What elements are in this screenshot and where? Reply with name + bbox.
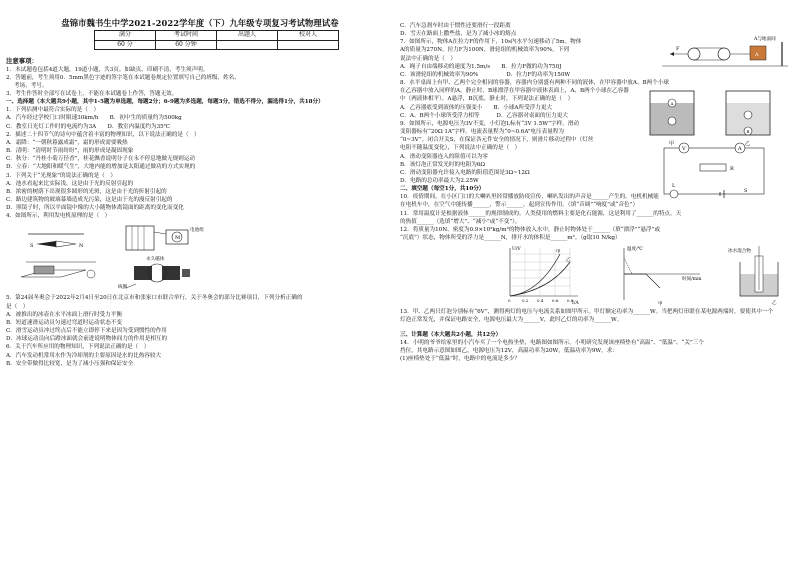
right-column	[400, 22, 788, 363]
q13-graphs-svg	[400, 244, 788, 306]
q11-line: 11．常用温度计是根据液体______的规律制成的。人类使用的燃料主要是化石能源，这是利用了______的特点。天	[400, 210, 682, 217]
q8-line: 在乙容器中放入同样的A，静止时，B球漂浮在甲容器中液体表面上，A、B两个小球在乙容器	[400, 88, 629, 95]
q13-figures	[400, 244, 788, 306]
q10-line: 在电机车中，在空气中能传播______，警示______，起到宣传作用。（填“音调”“响度”或“音色”）	[400, 202, 639, 209]
ui-graph-ylabel: U/V	[512, 247, 521, 253]
ui-graph-xlabel: I/A	[572, 301, 579, 307]
q7-block	[400, 38, 788, 79]
q3-line: 3．下列关于“光现象”的说法正确的是（ ）	[6, 172, 116, 179]
info-header-full-score: 满分	[95, 31, 156, 41]
q8-line: C．A、B两个小球所受浮力相等 D．乙容器对桌面的压力更大	[400, 112, 568, 119]
info-value-exam-time: 60 分钟	[156, 40, 217, 50]
svg-text:M: M	[175, 235, 181, 242]
note-item: 考场、考号。	[14, 82, 48, 89]
info-header-setter: 出题人	[217, 31, 278, 41]
temperature-graph	[624, 245, 702, 306]
q9-line: B．该灯泡正常发光时的电阻为6Ω	[400, 161, 486, 168]
q9-lamp-label: L	[672, 182, 676, 189]
q4-figures	[6, 222, 394, 292]
info-value-checker	[278, 40, 339, 50]
note-item: 1．本试题卷包括4道大题，19道小题，共3页。如缺页、印刷不清，考生须声明。	[6, 66, 209, 73]
q7-pulley-figure	[662, 34, 788, 74]
q9-line: A．滑动变阻器连入的阻值可以为零	[400, 153, 488, 160]
ui-graph-xtick: 0.6	[552, 298, 559, 304]
info-table	[94, 30, 339, 50]
q9-line: 变阻器标有“20Ω 1A”字样。电流表量程为“0~0.6A”电压表量程为	[400, 129, 564, 136]
section-fill-in: 二、填空题（每空1分，共10分）	[400, 186, 485, 193]
q9-line: “0~3V”。闭合开关S，在保证各元件安全的情况下，则滑片移动过程中（灯丝	[400, 137, 594, 144]
q7-line: 说法中正确的是（ ）	[400, 55, 456, 62]
q3-line: B．浓密的树荫下出现很多圆形的光斑，这是由于光的折射引起的	[6, 188, 167, 195]
q8-line: 8．水平桌面上有甲、乙两个完全相同的容器，容器内分别盛有两种不同的液体，在甲容器中放A、B两个小球	[400, 80, 670, 87]
q4-figure-a	[28, 234, 84, 249]
q7-line: A的质量为270N，拉力F为100N，滑轮组的机械效率为90%，下列	[400, 47, 569, 54]
q9-voltmeter-label: V	[682, 145, 686, 152]
ui-graph-xtick: 0	[508, 298, 511, 304]
q14-line: 14．小明的爷爷给家里的小汽车买了一个电热坐垫，电路图如图所示。小明研究发现该座椅垫有“高温”、“低温”、“关”三个	[400, 339, 704, 346]
q9-circuit-figure	[650, 140, 780, 200]
q9-line: 9．如图所示，电源电压为3V不变，小灯泡L标有“3V 1.5W”字样，滑动	[400, 120, 579, 127]
q6-line: D．雪天在路面上撒些盐，是为了减小冰的熔点	[400, 31, 517, 38]
q5-line: B．短道速滑运动员匀速过弯道时运动状态不变	[6, 319, 122, 326]
ui-graph-xtick: 0.8	[567, 298, 574, 304]
q6-line: C．汽车急刹车时由于惯性还要滑行一段距离	[400, 23, 511, 29]
section-multiple-choice: 一、选择题（本大题共9小题，其中1-5题为单选题，每题2分；6-9题为多选题，每题3分，错选不得分，漏选得1分，共18分）	[6, 99, 324, 106]
q2-line: A．霜降：“一朝秋暮露成霜”，霜的形成需要吸热	[6, 139, 128, 146]
q7-label-f: F	[676, 46, 680, 53]
q4-line: 4．如图所示，利用发电机原理的是（ ）	[6, 213, 111, 220]
q13-line: 灯泡正常发光，并保证电路安全，电源电压最大为______V，此时乙灯的功率为______W。	[400, 317, 623, 324]
ui-graph-curve-jia: 甲	[556, 250, 561, 256]
q7-label-a: A	[755, 52, 759, 59]
q7-line: 7．如图所示，物体A在拉力F的作用下，10s内水平匀速移动了5m。物体	[400, 39, 582, 46]
q2-line: C．秋分：“丹桂小菊万径香”，桂花飘香说明分子在永不停息地做无规则运动	[6, 156, 196, 163]
section-calculation: 三、计算题（本大题共2小题，共12分）	[400, 331, 502, 338]
q8-label-jia: 甲	[669, 141, 675, 148]
q8-label-yi: 乙	[745, 141, 751, 148]
info-value-setter	[217, 40, 278, 50]
q4-label-battery: 电池组	[190, 228, 204, 234]
q9-line: C．滑动变阻器允许接入电路的阻值范围是3Ω~12Ω	[400, 169, 530, 176]
temperature-graph-ylabel: 温度/℃	[627, 247, 643, 253]
q12-line: “沉底”）状态，物体所受的浮力是______N，排开水的体积是______m³。（g取10 N/kg）	[400, 235, 621, 242]
q9-ammeter-label: A	[738, 145, 742, 152]
q6-line: B．安全带做得比较宽，是为了减小压强和保证安全	[6, 360, 134, 367]
q5-line: A．被推出的冰壶在水平冰面上滑行时受力平衡	[6, 311, 122, 318]
info-value-full-score: 60 分	[95, 40, 156, 50]
info-header-exam-time: 考试时间	[156, 31, 217, 41]
notes-heading: 注意事项：	[6, 57, 38, 66]
q2-line: D．立春：“大地阳和暖气生”，大地内能的增加是太阳通过做功的方式实现的	[6, 164, 196, 171]
q3-line: D．照镜子时，所以平面镜中像的大小随物体离镜面的距离的变化而变化	[6, 205, 184, 212]
q7-line: C．该滑轮组的机械效率为90% D．拉力F的功率为150W	[400, 71, 571, 78]
q6-line: 6．关于汽车所应用的物理知识，下列说法正确的是（ ）	[6, 344, 150, 351]
q13-line: 13．甲、乙两只灯泡分别标有“6V”，测得两灯的电压与电流关系如图甲所示。甲灯额定功率为______W。当把两灯串联在某电源两端时，要使其中一个	[400, 309, 774, 316]
ui-graph-xtick: 0.4	[537, 298, 544, 304]
q1-line: C．教室日光灯工作时的电流约为3A D．教室内温度约为35℃	[6, 123, 170, 130]
q8-ball-a-label: A	[670, 101, 674, 107]
q5-line: 5．第24届冬奥会于2022年2月4日至20日在北京市和张家口市联合举行，关于冬奥会的部分比赛项目，下列分析正确的	[6, 295, 303, 302]
q9-line: D．电路的总功率最大为2.25W	[400, 177, 479, 184]
q12-line: 12．将质量为10N、密度为0.9×10³kg/m³的物体放入水中，静止时物体处于______（填“漂浮”“悬浮”或	[400, 226, 661, 233]
q4-figure-b	[126, 226, 204, 250]
q5-line: 是（ ）	[6, 303, 29, 310]
q11-line: 的热值______（选填“增大”、“减小”或“不变”）。	[400, 218, 521, 225]
q9-line: 电阻不随温度变化），下列说法中正确的是（ ）	[400, 145, 521, 152]
q14-line: (1)座椅垫处于“低温”时，电路中的电流是多少？	[400, 356, 520, 362]
q2-line: B．清明：“清明时节雨纷纷”，雨的形成是凝固现象	[6, 148, 134, 155]
exam-title: 盘锦市魏书生中学2021-2022学年度（下）九年级专项复习考试物理试卷	[61, 18, 339, 28]
q9-rheostat-label: R	[730, 165, 734, 172]
q8-line: 中（两液体相平），A悬浮，B沉底。静止时，下列说法正确的是（ ）	[400, 96, 574, 103]
q2-line: 2．描述二十四节气的诗句中蕴含着丰富的物理知识，以下说法正确的是（ ）	[6, 131, 200, 138]
q5-line: C．滑雪运动员冲过终点后不能立即停下来是因为受到惯性的作用	[6, 328, 167, 335]
q9-switch-label: S	[744, 187, 748, 194]
ice-water-beaker	[728, 246, 778, 306]
q4-label-coil: 线圈	[118, 285, 128, 291]
temperature-graph-caption: 甲	[658, 302, 663, 307]
q4-label-s: S	[30, 243, 34, 250]
q1-line: A．汽车经过学校门口时限速30km/h B．初中生的质量约为500kg	[6, 115, 182, 122]
q5-line: D．冰球运动员向后蹬冰面就会前进说明物体间力的作用是相互的	[6, 336, 168, 343]
q3-line: A．池水看起来比实际浅，这是由于光的反射引起的	[6, 180, 134, 187]
beaker-caption: 乙	[772, 301, 777, 307]
ice-water-label: 冰水混合物	[728, 249, 751, 255]
info-table-header-row	[95, 31, 339, 41]
q10-line: 10．疫情期间，在小区门口的大喇叭里经常播放防疫宣传，喇叭发出的声音是______产生的。电机机械能	[400, 194, 659, 201]
q1-line: 1．下列估测中最符合实际的是（ ）	[6, 107, 100, 114]
q8-line: A．乙容器底受到液体的压强变小 B．小球A所受浮力更大	[400, 104, 553, 111]
ui-graph-xtick: 0.2	[522, 298, 529, 304]
note-item: 3．考生作答时全部写在试卷上，不能在本试题卷上作答，答题无效。	[6, 90, 178, 97]
ui-graph-curve-yi: 乙	[566, 258, 571, 264]
ui-graph	[508, 246, 579, 306]
info-header-checker: 校对人	[278, 31, 339, 41]
q4-figure-svg	[6, 222, 394, 292]
q14-line: 挡位，其电路示意图如图乙，电源电压为12V，高温功率为20W，低温功率为9W。求：	[400, 347, 618, 354]
q3-line: C．路边建筑物的玻璃幕墙造成光污染，这是由于光的漫反射引起的	[6, 197, 173, 203]
note-item: 2．答题前，考生须用0．5mm黑色字迹的签字笔在本试题卷规定位置填写自己的班级、姓名、	[6, 74, 240, 81]
q4-figure-c	[21, 262, 96, 278]
q4-label-n: N	[79, 243, 84, 250]
q4-label-magnet: 永久磁体	[146, 257, 165, 263]
q8-ball-b-label: B	[746, 129, 750, 135]
q7-caption: A与地面间	[754, 37, 776, 43]
q4-figure-d	[118, 255, 190, 290]
q6-line: A．汽车发动机常用水作为冷却剂的主要原因是水的比热容较大	[6, 352, 162, 359]
left-column	[6, 0, 394, 368]
info-table-value-row	[95, 40, 339, 50]
temperature-graph-xlabel: 时间/min	[682, 277, 702, 283]
q7-line: A．绳子自由端移动的速度为1.5m/s B．拉力F做的功为750J	[400, 63, 562, 70]
